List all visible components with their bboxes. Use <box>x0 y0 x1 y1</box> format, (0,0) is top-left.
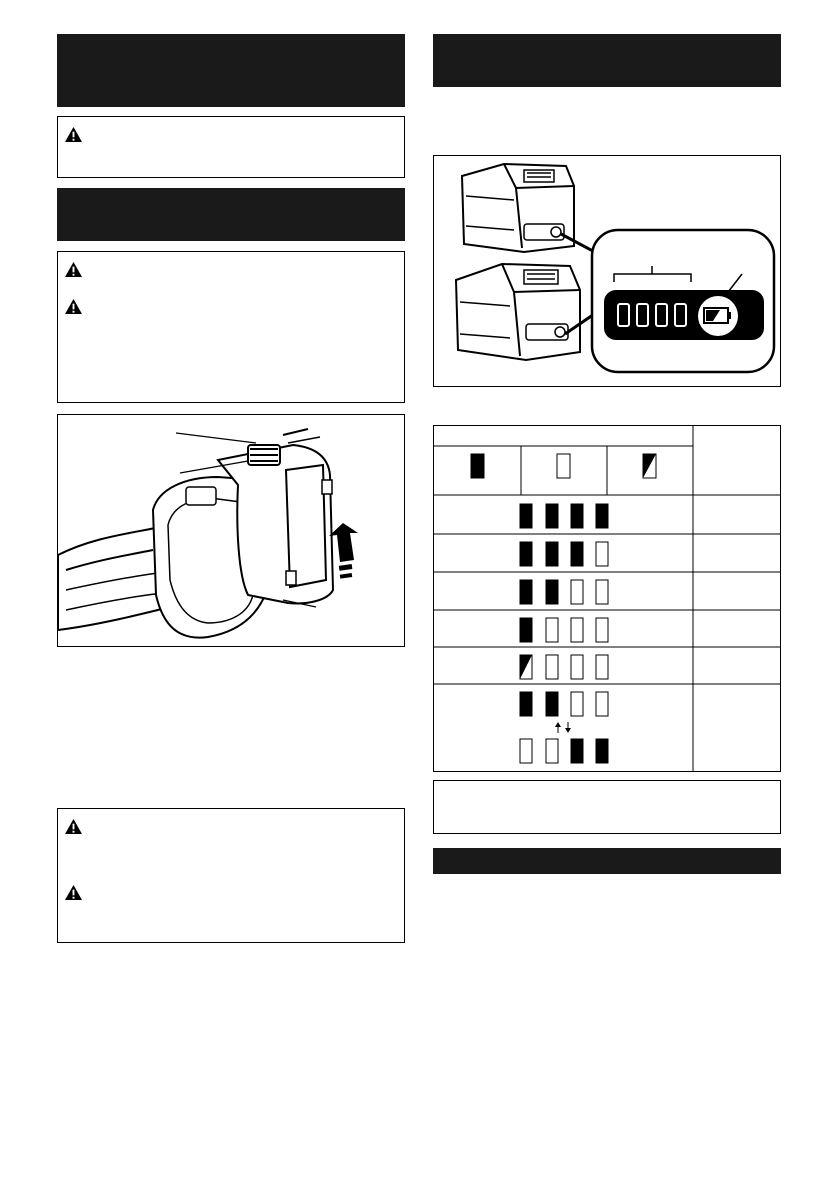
lamp-row-1-3 <box>571 504 583 528</box>
lamp-row-2-2 <box>546 542 558 566</box>
warning-triangle-icon <box>64 884 83 901</box>
alternate-arrows <box>555 722 571 733</box>
lamp-row-5-4 <box>596 655 608 679</box>
battery-insertion-illustration <box>58 415 404 646</box>
lamp-legend <box>471 454 656 478</box>
lamp-row-6-1 <box>520 692 532 716</box>
battery-indicator-illustration <box>434 156 780 386</box>
caution-box-3 <box>57 808 405 943</box>
lamp-row-5-1 <box>520 655 532 679</box>
lamp-row-2-1 <box>520 542 532 566</box>
note-box <box>433 780 781 834</box>
section-2-header <box>57 188 405 241</box>
lamp-row-3-4 <box>596 580 608 604</box>
indicator-table <box>433 425 781 772</box>
lamp-row-2-4 <box>596 542 608 566</box>
lamp-row-4-1 <box>520 618 532 642</box>
warning-triangle-icon <box>64 818 83 835</box>
lamp-row-3-2 <box>546 580 558 604</box>
lamp-row-6-alt-2 <box>546 739 558 763</box>
section-3-header <box>433 34 781 87</box>
lamp-row-4-4 <box>596 618 608 642</box>
indicator-table-grid <box>433 425 781 772</box>
figure-battery-indicator <box>433 155 781 387</box>
lamp-row-1-1 <box>520 504 532 528</box>
lamp-row-4-2 <box>546 618 558 642</box>
warning-triangle-icon <box>64 261 83 278</box>
lamp-legend-off <box>557 454 570 478</box>
section-1-header <box>57 34 405 107</box>
lamp-row-5-2 <box>546 655 558 679</box>
lamp-row-3-3 <box>571 580 583 604</box>
section-4-header <box>433 848 781 874</box>
lamp-row-5-3 <box>571 655 583 679</box>
lamp-row-6-4 <box>596 692 608 716</box>
lamp-row-2-3 <box>571 542 583 566</box>
caution-box-2 <box>57 251 405 403</box>
figure-battery-insertion <box>57 414 405 647</box>
lamp-row-1-4 <box>596 504 608 528</box>
warning-triangle-icon <box>64 126 83 143</box>
lamp-row-6-alt-1 <box>520 739 532 763</box>
lamp-row-1-2 <box>546 504 558 528</box>
lamp-row-4-3 <box>571 618 583 642</box>
lamp-row-6-alt-4 <box>596 739 608 763</box>
lamp-row-6-2 <box>546 692 558 716</box>
lamp-row-6-alt-3 <box>571 739 583 763</box>
caution-box-1 <box>57 116 405 178</box>
lamp-patterns <box>520 504 608 763</box>
lamp-legend-blinking <box>643 454 656 478</box>
lamp-row-3-1 <box>520 580 532 604</box>
warning-triangle-icon <box>64 298 83 315</box>
lamp-row-6-3 <box>571 692 583 716</box>
battery-icon <box>704 308 731 323</box>
lamp-legend-lit <box>471 454 484 478</box>
